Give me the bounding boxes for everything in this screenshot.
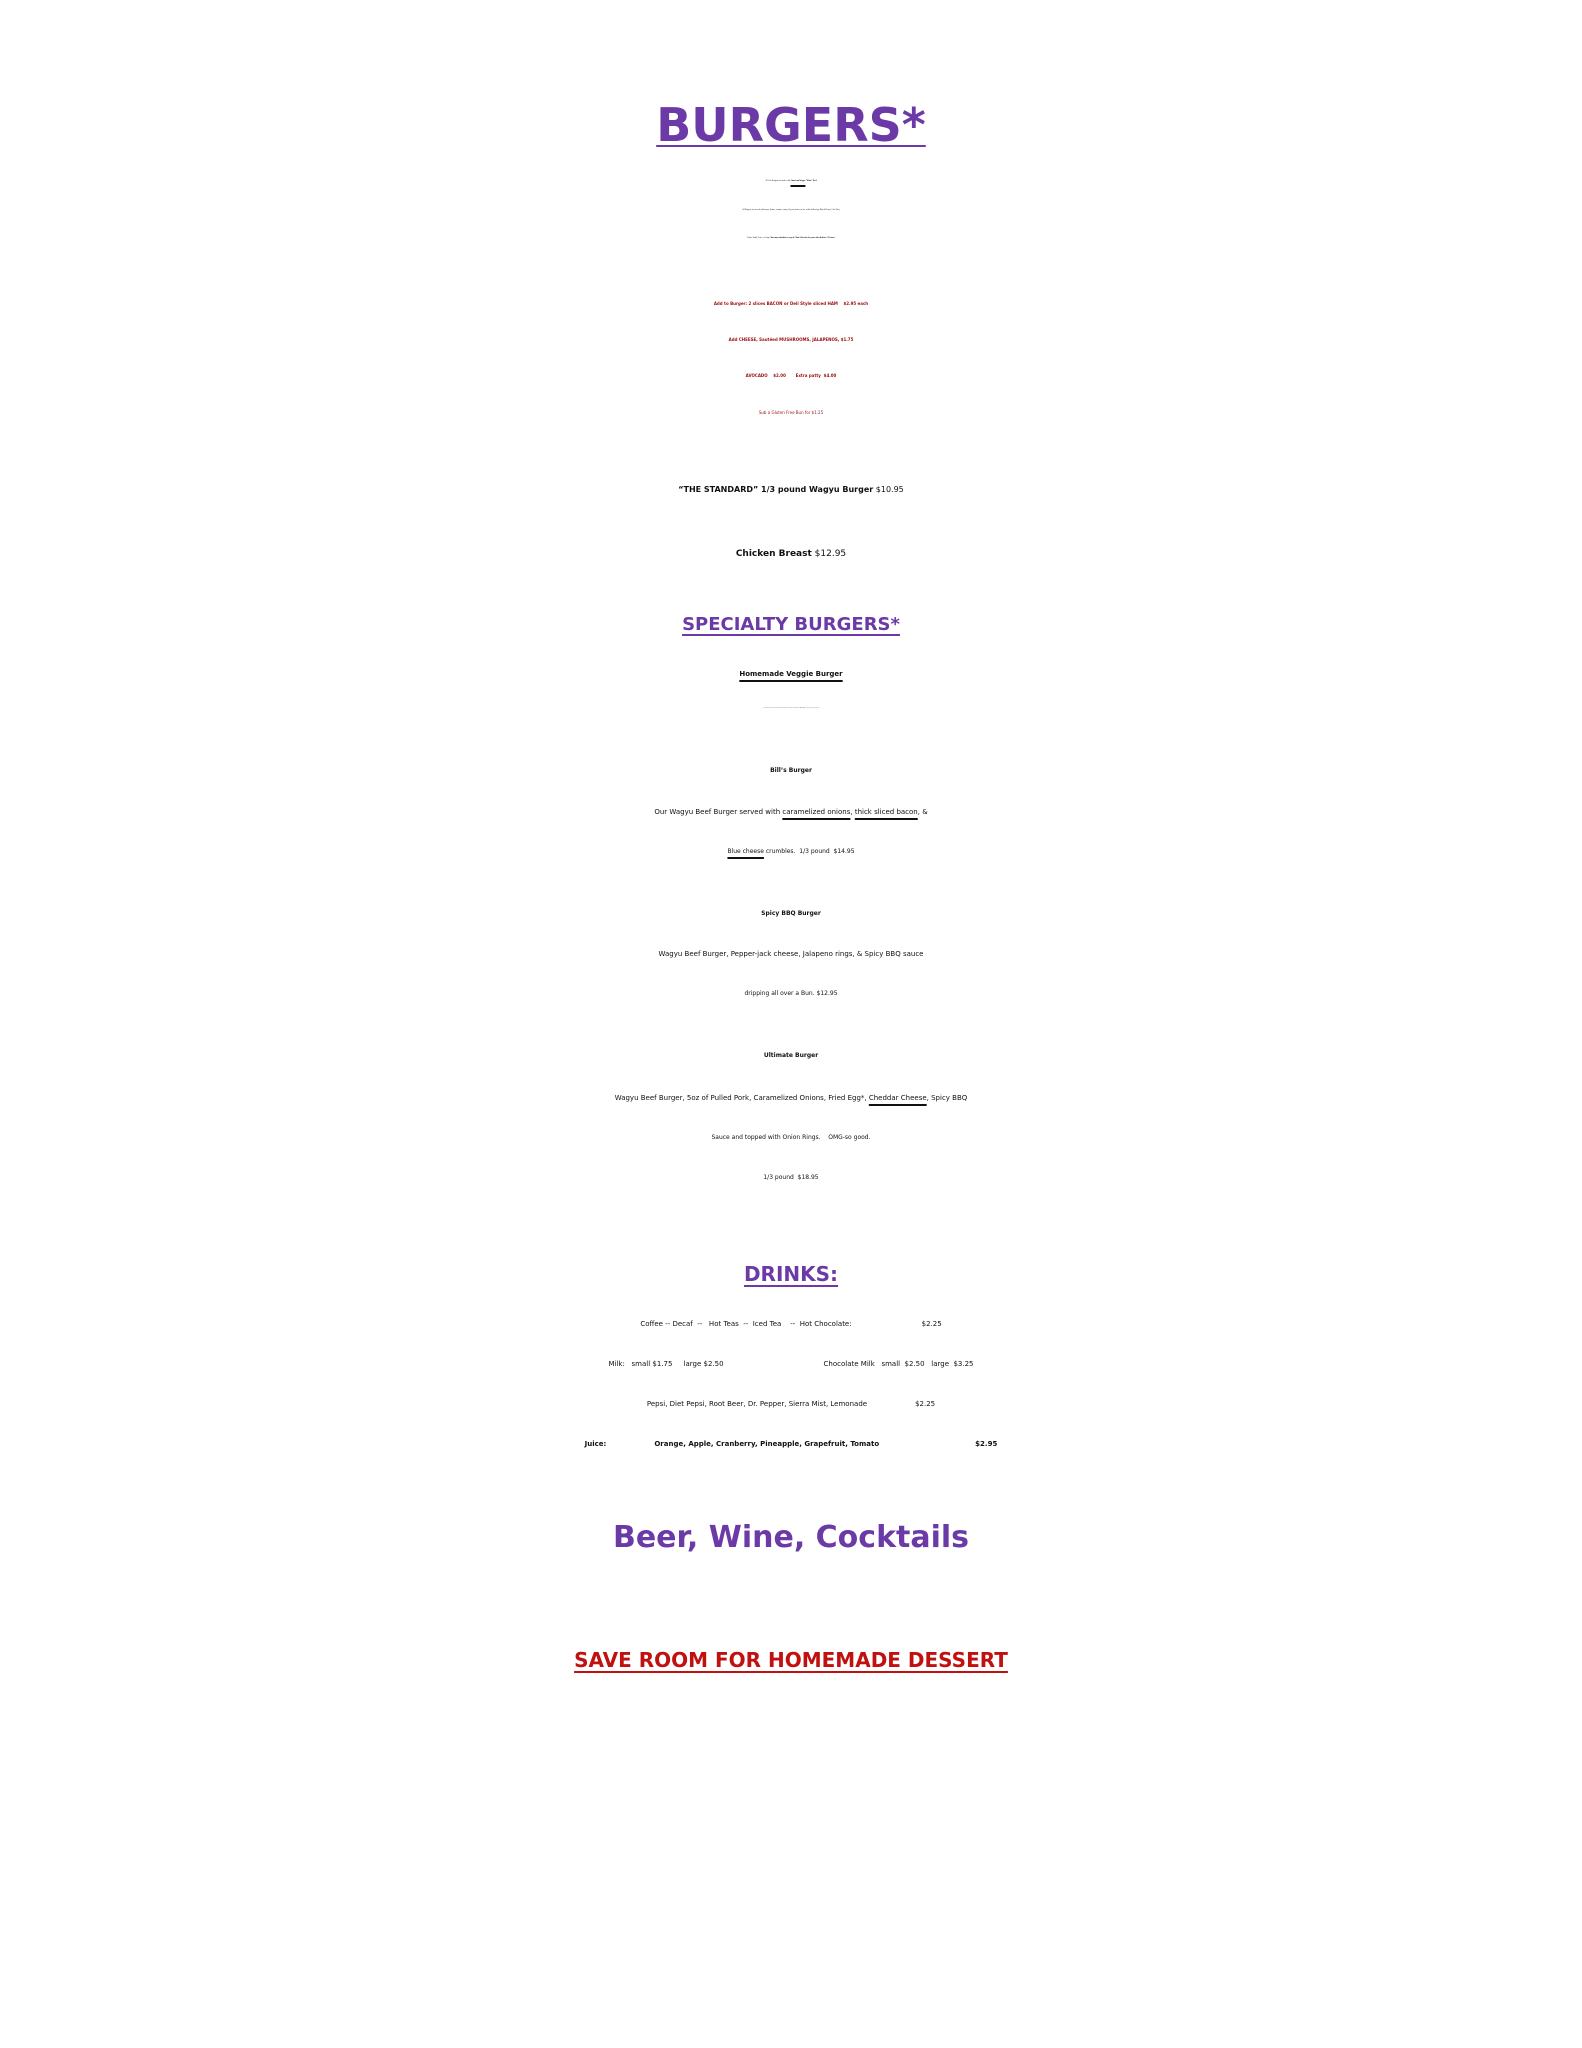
drinks-title: DRINKS:: [743, 1262, 839, 1286]
veggie-burger-name: Homemade Veggie Burger: [739, 670, 843, 678]
ultimate-burger-desc-2: Sauce and topped with Onion Rings. OMG-so good.: [711, 1134, 871, 1141]
veggie-burger-desc: (Made from our own recipe with nuts, veggies, bread, spices, and apple. No Beans). Served on a bun. $12.95: [763, 708, 819, 709]
ultimate-burger-name: Ultimate Burger: [763, 1052, 819, 1059]
drinks-row-juice: Juice: Orange, Apple, Cranberry, Pineapple, Grapefruit, Tomato $2.95: [584, 1440, 998, 1448]
drinks-row-milk: Milk: small $1.75 large $2.50 Chocolate Milk small $2.50 large $3.25: [608, 1360, 974, 1368]
bbq-burger-name: Spicy BBQ Burger: [761, 910, 821, 917]
menu-item-standard: [0, 485, 1582, 494]
intro-line-1: All Our Burgers are made with American Wagyu “Kobe” Beef: [765, 180, 817, 182]
ultimate-burger-desc-3: 1/3 pound $18.95: [763, 1174, 819, 1181]
bills-burger-desc-2: Blue cheese crumbles. 1/3 pound $14.95: [727, 848, 855, 855]
item-price: $10.95: [875, 485, 904, 494]
beer-wine-cocktails: Beer, Wine, Cocktails: [612, 1520, 970, 1555]
burgers-title: BURGERS*: [656, 98, 926, 152]
item-price: $12.95: [814, 549, 847, 559]
bills-burger-name: Bill’s Burger: [770, 767, 812, 774]
bills-burger-desc-1: Our Wagyu Beef Burger served with caramelized onions, thick sliced bacon, &: [654, 808, 928, 816]
specialty-title: SPECIALTY BURGERS*: [682, 614, 900, 635]
dessert-banner: SAVE ROOM FOR HOMEMADE DESSERT: [574, 1648, 1008, 1672]
addon-avocado-patty: AVOCADO $2.00 Extra patty $4.00: [745, 373, 837, 378]
addon-cheese: Add CHEESE, Sautéed MUSHROOMS, JALAPENOS, $1.75: [728, 337, 854, 342]
addon-bacon-ham: Add to Burger: 2 slices BACON or Deli Style sliced HAM $2.95 each: [713, 301, 869, 306]
menu-item-chicken: [0, 549, 1582, 559]
intro-line-3: Potato Salad, Fries, or Soup. You may substitute a cup of Clam Chowder for your side dish for 1.25 more: [747, 237, 835, 239]
bbq-burger-desc-1: Wagyu Beef Burger, Pepper-jack cheese, Jalapeno rings, & Spicy BBQ sauce: [658, 950, 924, 958]
bbq-burger-desc-2: dripping all over a Bun. $12.95: [744, 990, 838, 997]
brand-name: American Wagyu: [790, 180, 806, 182]
intro-line-2: All Burgers are served with mayo, lettuce, tomato, onion, & your choice of one of the following: Baked Beans, Cole Slaw,: [741, 209, 841, 211]
drinks-row-soda: Pepsi, Diet Pepsi, Root Beer, Dr. Pepper, Sierra Mist, Lemonade $2.25: [646, 1400, 936, 1408]
drinks-row-hot: Coffee -- Decaf -- Hot Teas -- Iced Tea -- Hot Chocolate: $2.25: [640, 1320, 942, 1328]
addon-gluten-free: Sub a Gluten Free Bun for $1.25: [758, 410, 824, 415]
item-name: Chicken Breast: [735, 549, 812, 559]
item-name: “THE STANDARD” 1/3 pound Wagyu Burger: [678, 485, 874, 494]
ultimate-burger-desc-1: Wagyu Beef Burger, 5oz of Pulled Pork, Caramelized Onions, Fried Egg*, Cheddar Cheese, Spicy BBQ: [614, 1094, 968, 1102]
